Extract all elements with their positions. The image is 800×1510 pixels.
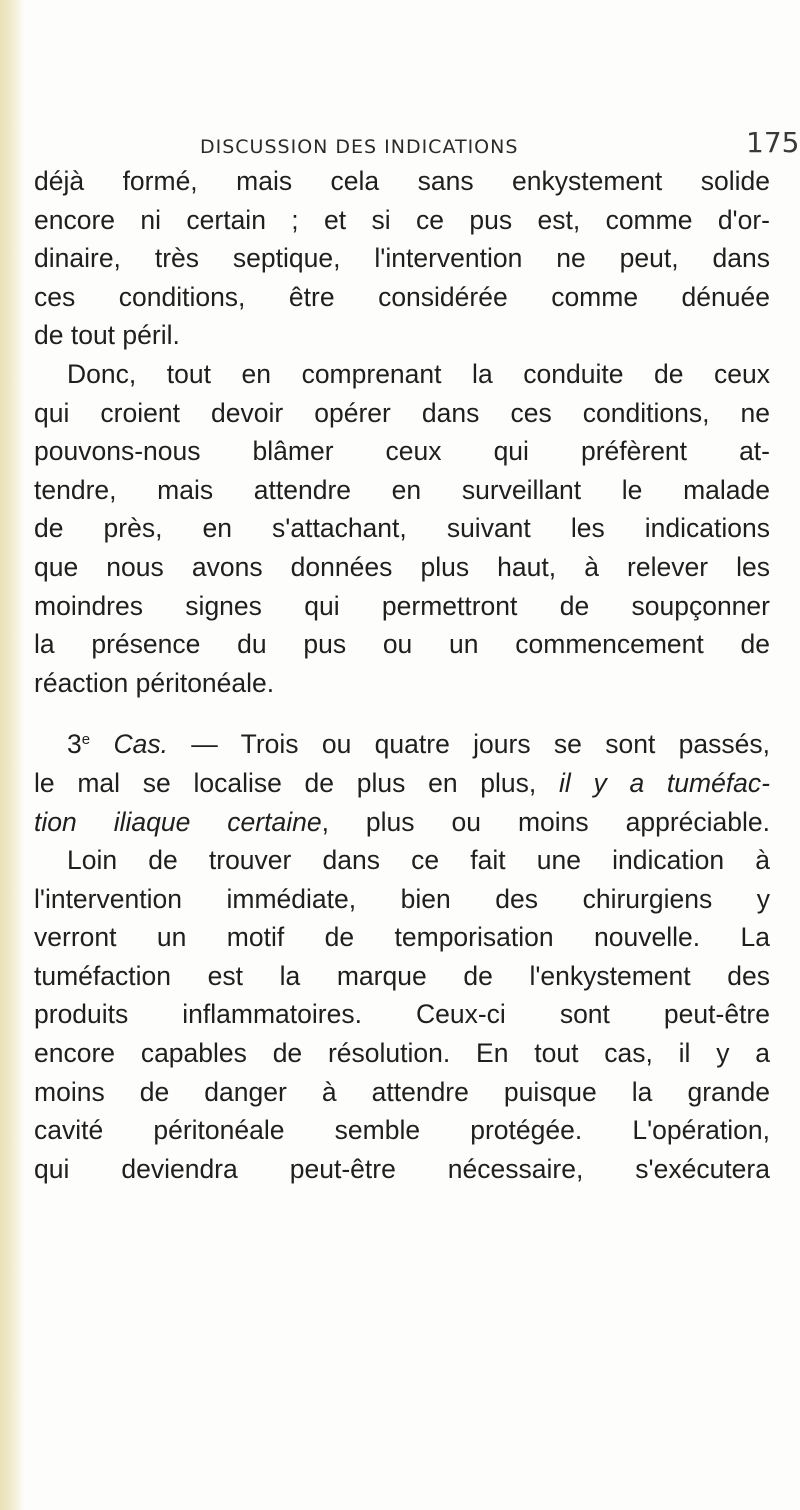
text-line: tuméfaction est la marque de l'enkystement des bbox=[34, 960, 770, 991]
emphasis-text: tion iliaque certaine bbox=[34, 806, 322, 837]
paragraph-3 bbox=[34, 725, 770, 1188]
text-line: dinaire, très septique, l'intervention ne peut, dans bbox=[34, 243, 770, 274]
paragraph-1 bbox=[34, 162, 770, 355]
page-number: 175 bbox=[746, 126, 800, 159]
text-line: produits inflammatoires. Ceux-ci sont peut-être bbox=[34, 999, 770, 1030]
line-text: , plus ou moins appréciable. bbox=[321, 806, 770, 837]
line-text: le mal se localise de plus en plus, bbox=[34, 767, 559, 798]
text-line: moins de danger à attendre puisque la grande bbox=[34, 1076, 770, 1107]
text-line: verront un motif de temporisation nouvelle. La bbox=[34, 922, 770, 953]
text-line: qui croient devoir opérer dans ces conditions, ne bbox=[34, 397, 770, 428]
text-line bbox=[34, 803, 770, 842]
text-line bbox=[34, 764, 770, 803]
text-line: de tout péril. bbox=[34, 320, 180, 351]
emphasis-text: il y a tuméfac- bbox=[558, 767, 770, 798]
text-line: pouvons-nous blâmer ceux qui préfèrent at- bbox=[34, 436, 770, 467]
page-spine-shadow bbox=[0, 0, 24, 1510]
paragraph-2 bbox=[34, 355, 770, 702]
text-line: encore ni certain ; et si ce pus est, comme d'or- bbox=[34, 204, 770, 235]
text-line: tendre, mais attendre en surveillant le malade bbox=[34, 474, 770, 505]
case-number: 3 bbox=[67, 729, 82, 760]
case-intro-text: — Trois ou quatre jours se sont passés, bbox=[167, 729, 770, 760]
text-line: cavité péritonéale semble protégée. L'opération, bbox=[34, 1115, 770, 1146]
text-line: qui deviendra peut-être nécessaire, s'exécutera bbox=[34, 1153, 770, 1184]
text-line: moindres signes qui permettront de soupçonner bbox=[34, 590, 770, 621]
text-line: de près, en s'attachant, suivant les indications bbox=[34, 513, 770, 544]
text-line: Donc, tout en comprenant la conduite de ceux bbox=[67, 358, 770, 389]
text-line: ces conditions, être considérée comme dénuée bbox=[34, 281, 770, 312]
text-line: encore capables de résolution. En tout cas, il y a bbox=[34, 1038, 770, 1069]
text-line: réaction péritonéale. bbox=[34, 667, 275, 698]
paragraph-gap bbox=[34, 702, 770, 725]
case-label: Cas. bbox=[113, 729, 168, 760]
text-line: la présence du pus ou un commencement de bbox=[34, 629, 770, 660]
running-title: DISCUSSION DES INDICATIONS bbox=[200, 136, 519, 158]
text-line: que nous avons données plus haut, à relever les bbox=[34, 551, 770, 582]
text-line: déjà formé, mais cela sans enkystement solide bbox=[34, 166, 770, 196]
text-line: l'intervention immédiate, bien des chirurgiens y bbox=[34, 883, 770, 914]
text-line-case-heading bbox=[34, 725, 770, 764]
case-superscript: e bbox=[81, 731, 91, 749]
text-line: Loin de trouver dans ce fait une indication à bbox=[67, 845, 770, 876]
body-text bbox=[34, 162, 770, 1188]
